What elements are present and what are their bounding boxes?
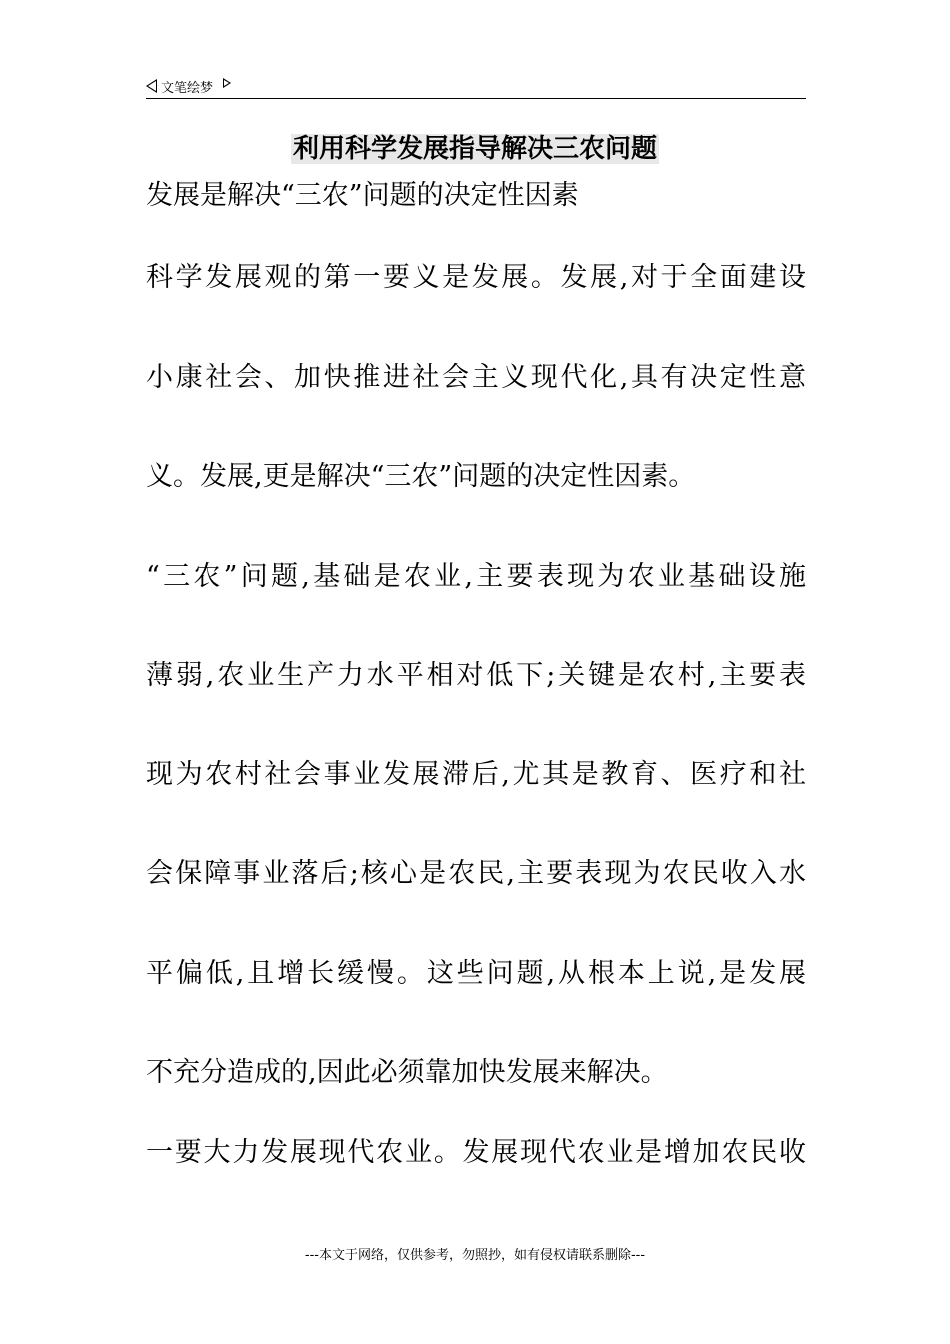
body-line: 不充分造成的,因此必须靠加快发展来解决。 — [146, 1057, 668, 1088]
header-rule — [146, 98, 806, 99]
section-heading: 发展是解决“三农”问题的决定性因素 — [146, 180, 579, 211]
body-line: 现为农村社会事业发展滞后,尤其是教育、医疗和社 — [146, 759, 806, 790]
header-brand: 文笔绘梦 — [161, 80, 214, 96]
body-line: 一要大力发展现代农业。发展现代农业是增加农民收 — [146, 1137, 806, 1168]
body-line: “三农”问题,基础是农业,主要表现为农业基础设施 — [146, 561, 806, 592]
body-line: 小康社会、加快推进社会主义现代化,具有决定性意 — [146, 362, 806, 393]
right-triangle-icon — [223, 78, 231, 88]
body-line: 科学发展观的第一要义是发展。发展,对于全面建设 — [146, 262, 806, 293]
page-footer: ---本文于网络，仅供参考，勿照抄，如有侵权请联系删除--- — [304, 1248, 646, 1263]
body-line: 薄弱,农业生产力水平相对低下;关键是农村,主要表 — [146, 660, 806, 691]
body-line: 平偏低,且增长缓慢。这些问题,从根本上说,是发展 — [146, 958, 806, 989]
body-line: 会保障事业落后;核心是农民,主要表现为农民收入水 — [146, 858, 806, 889]
document-title: 利用科学发展指导解决三农问题 — [292, 134, 657, 164]
body-line: 义。发展,更是解决“三农”问题的决定性因素。 — [146, 461, 696, 492]
page-header — [146, 74, 806, 98]
left-triangle-icon — [146, 79, 157, 93]
